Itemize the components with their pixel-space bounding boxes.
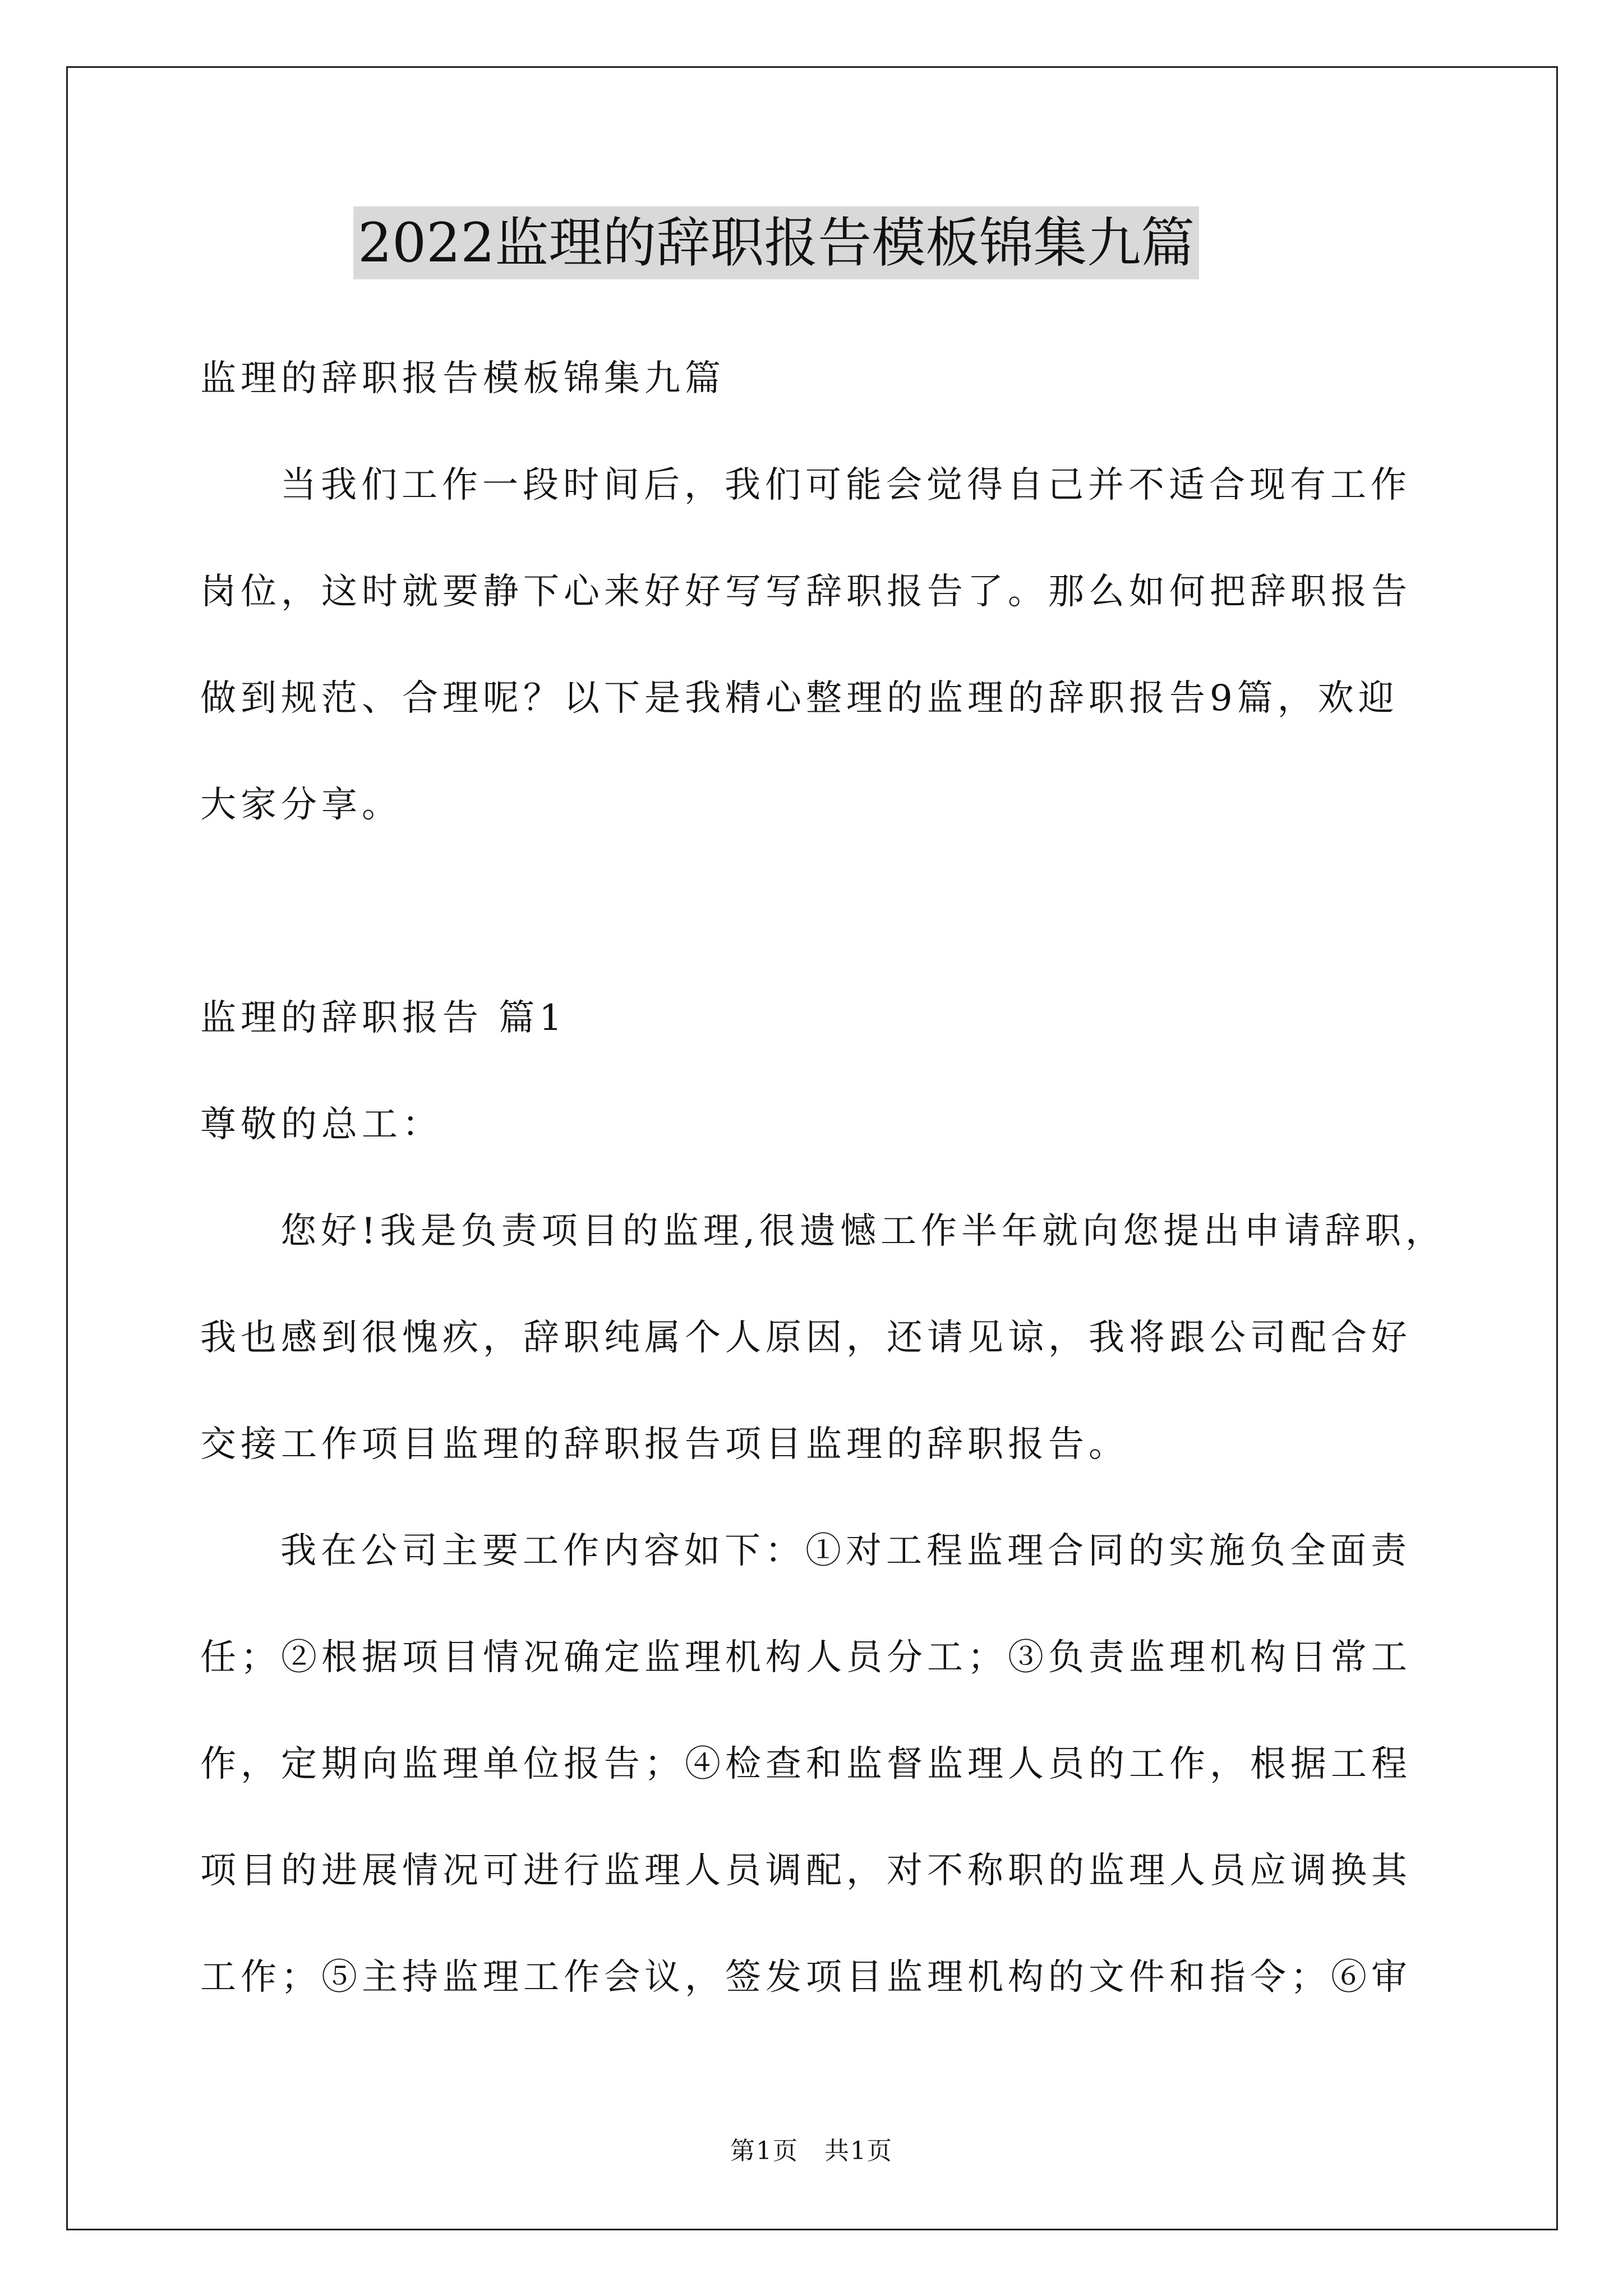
section-heading: 监理的辞职报告 篇1 <box>200 997 567 1039</box>
para2-line-1: 我在公司主要工作内容如下：①对工程监理合同的实施负全面责 <box>280 1530 1411 1572</box>
document-title: 2022监理的辞职报告模板锦集九篇 <box>353 206 1199 279</box>
page-footer: 第1页 共1页 <box>730 2137 893 2165</box>
salutation: 尊敬的总工： <box>200 1104 442 1145</box>
para2-line-3: 作，定期向监理单位报告；④检查和监督监理人员的工作，根据工程 <box>200 1743 1412 1785</box>
para1-line-3: 交接工作项目监理的辞职报告项目监理的辞职报告。 <box>200 1424 1129 1465</box>
para2-line-2: 任；②根据项目情况确定监理机构人员分工；③负责监理机构日常工 <box>200 1637 1412 1678</box>
document-subtitle: 监理的辞职报告模板锦集九篇 <box>200 358 725 399</box>
para1-line-1: 您好!我是负责项目的监理,很遗憾工作半年就向您提出申请辞职， <box>280 1211 1446 1252</box>
para2-line-4: 项目的进展情况可进行监理人员调配，对不称职的监理人员应调换其 <box>200 1850 1412 1892</box>
intro-line-1: 当我们工作一段时间后，我们可能会觉得自己并不适合现有工作 <box>280 464 1411 506</box>
para1-line-2: 我也感到很愧疚，辞职纯属个人原因，还请见谅，我将跟公司配合好 <box>200 1317 1412 1359</box>
intro-line-3: 做到规范、合理呢？以下是我精心整理的监理的辞职报告9篇，欢迎 <box>200 678 1399 719</box>
intro-line-2: 岗位，这时就要静下心来好好写写辞职报告了。那么如何把辞职报告 <box>200 571 1412 613</box>
intro-line-4: 大家分享。 <box>200 784 402 826</box>
para2-line-5: 工作；⑤主持监理工作会议，签发项目监理机构的文件和指令；⑥审 <box>200 1957 1412 1998</box>
